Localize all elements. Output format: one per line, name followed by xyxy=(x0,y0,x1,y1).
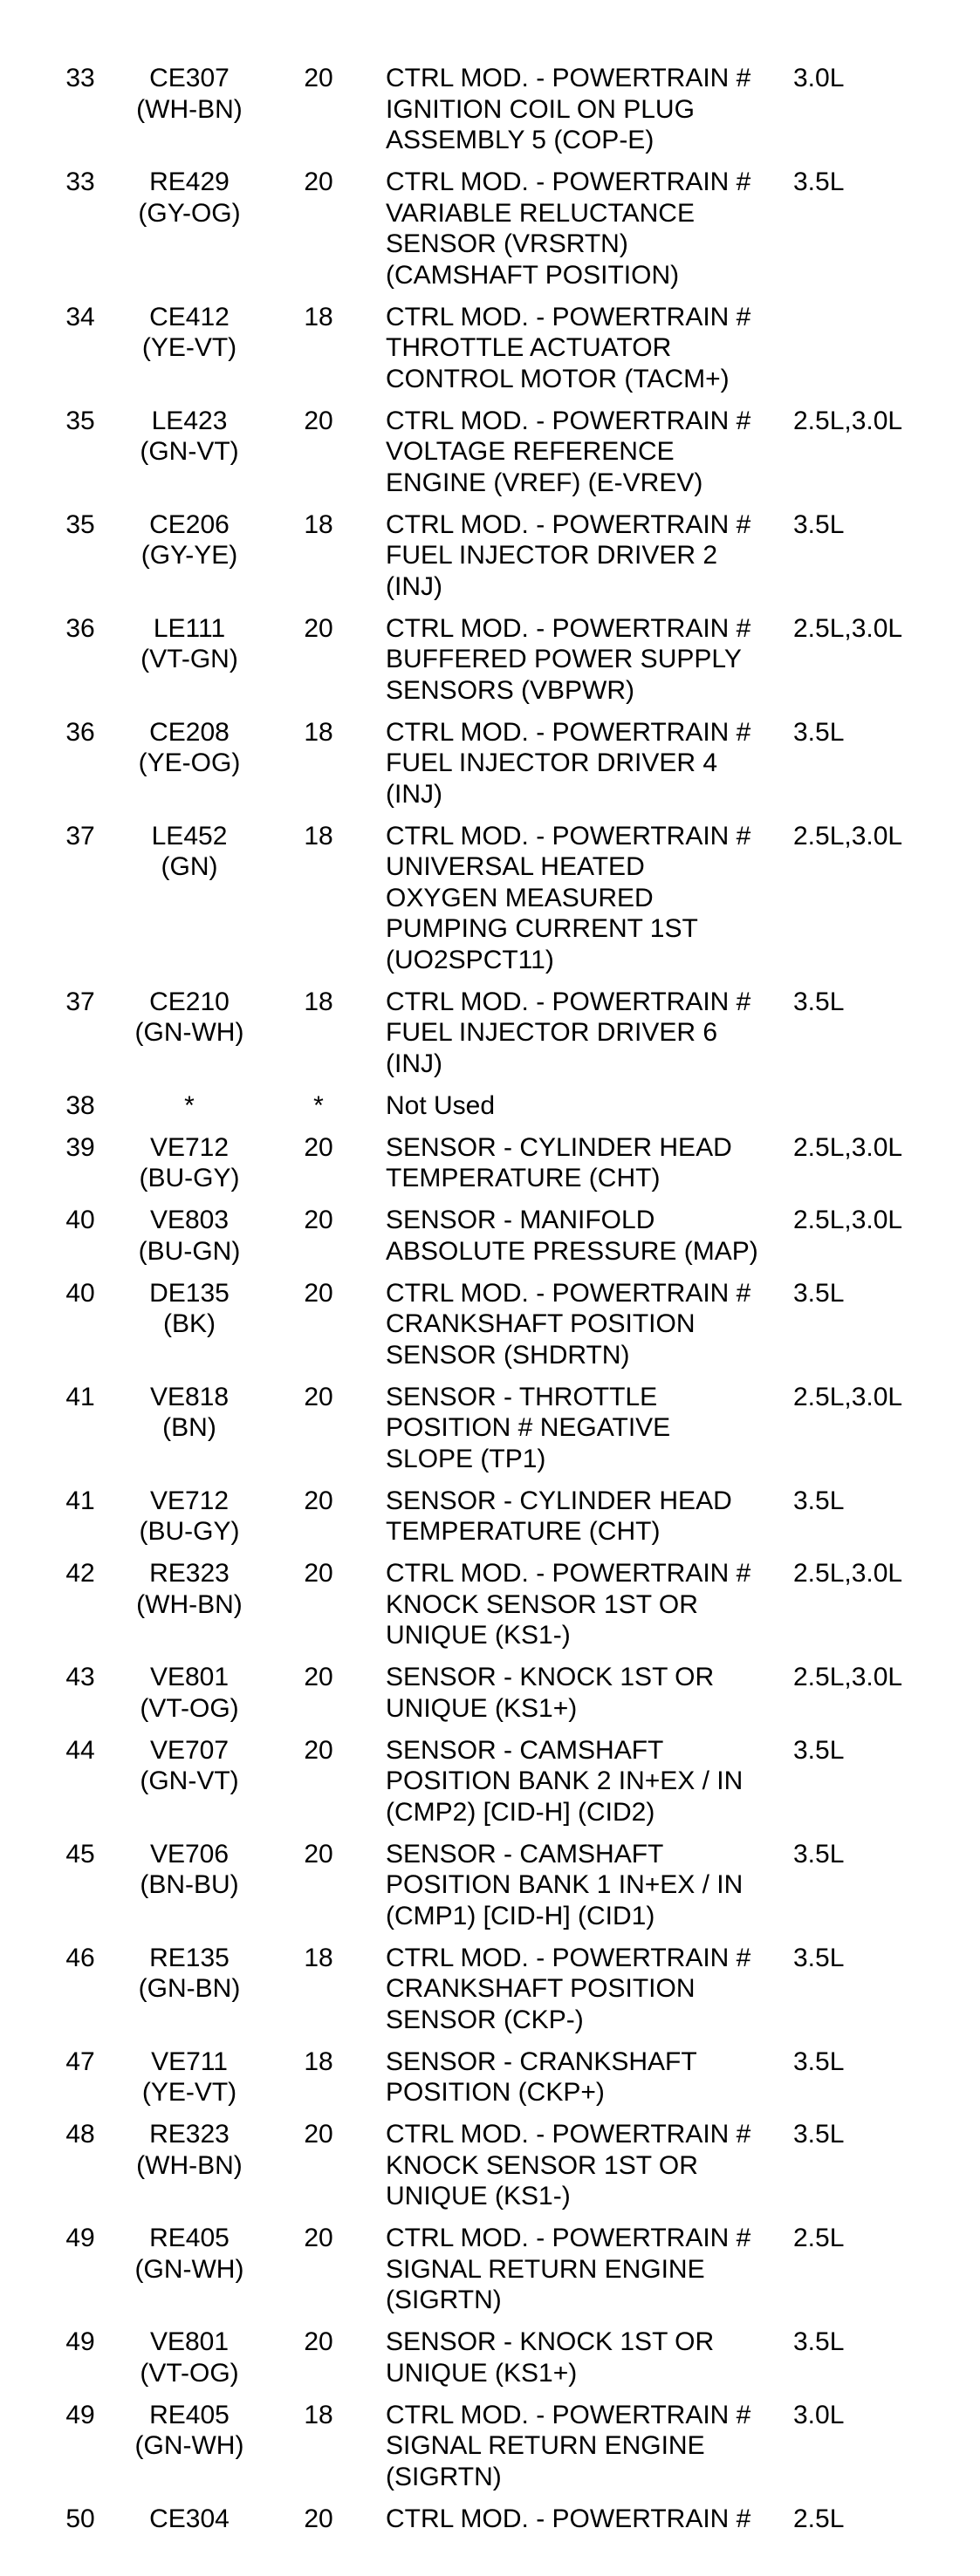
wire-gauge: 20 xyxy=(304,2327,333,2356)
engine-applicability: 3.5L xyxy=(793,1839,845,1869)
pin-number: 44 xyxy=(65,1735,95,1765)
engine-applicability: 2.5L,3.0L xyxy=(793,821,903,851)
pin-number: 33 xyxy=(65,64,95,92)
circuit-description: SENSOR - KNOCK 1ST OR UNIQUE (KS1+) xyxy=(386,1663,715,1723)
circuit-description: SENSOR - CAMSHAFT POSITION BANK 2 IN+EX / IN (CMP2) [CID-H] (CID2) xyxy=(386,1735,744,1827)
circuit-description: CTRL MOD. - POWERTRAIN # xyxy=(386,2504,751,2533)
engine-applicability: 3.5L xyxy=(793,2120,845,2149)
circuit-description: Not Used xyxy=(386,1090,496,1120)
circuit-description: SENSOR - MANIFOLD ABSOLUTE PRESSURE (MAP) xyxy=(386,1206,758,1266)
engine-applicability: 3.5L xyxy=(793,1735,845,1765)
table-row xyxy=(0,1278,980,1382)
circuit-code: VE801 (VT-OG) xyxy=(140,2327,239,2388)
circuit-code: LE111 (VT-GN) xyxy=(140,613,238,673)
circuit-description: CTRL MOD. - POWERTRAIN # FUEL INJECTOR DRIVER 2 (INJ) xyxy=(386,509,751,601)
engine-applicability: 2.5L,3.0L xyxy=(793,406,903,435)
table-row xyxy=(0,1735,980,1839)
wire-gauge: 20 xyxy=(304,1735,333,1765)
circuit-code: CE412 (YE-VT) xyxy=(141,302,237,362)
circuit-description: CTRL MOD. - POWERTRAIN # VARIABLE RELUCTANCE SENSOR (VRSRTN) (CAMSHAFT POSITION) xyxy=(386,167,751,290)
pin-number: 35 xyxy=(65,509,95,539)
engine-applicability: 3.5L xyxy=(793,987,845,1016)
wire-gauge: 18 xyxy=(304,2400,333,2429)
pin-number: 35 xyxy=(65,406,95,435)
wire-gauge: 18 xyxy=(304,821,333,851)
circuit-description: SENSOR - KNOCK 1ST OR UNIQUE (KS1+) xyxy=(386,2327,715,2388)
engine-applicability: 3.5L xyxy=(793,2327,845,2356)
pin-number: 37 xyxy=(65,821,95,851)
wire-gauge: 20 xyxy=(304,1278,333,1308)
circuit-description: CTRL MOD. - POWERTRAIN # FUEL INJECTOR DRIVER 6 (INJ) xyxy=(386,987,751,1078)
table-row xyxy=(0,2223,980,2327)
circuit-code: RE405 (GN-WH) xyxy=(134,2400,244,2460)
engine-applicability: 3.5L xyxy=(793,2046,845,2076)
pin-number: 39 xyxy=(65,1132,95,1162)
table-row xyxy=(0,1486,980,1559)
circuit-code: CE210 (GN-WH) xyxy=(134,987,244,1047)
table-row xyxy=(0,613,980,717)
circuit-description: SENSOR - THROTTLE POSITION # NEGATIVE SLOPE (TP1) xyxy=(386,1382,671,1473)
circuit-description: SENSOR - CYLINDER HEAD TEMPERATURE (CHT) xyxy=(386,1132,732,1192)
circuit-code: CE208 (YE-OG) xyxy=(138,717,241,777)
pin-number: 49 xyxy=(65,2327,95,2356)
pin-number: 49 xyxy=(65,2224,95,2252)
circuit-description: CTRL MOD. - POWERTRAIN # UNIVERSAL HEATED OXYGEN MEASURED PUMPING CURRENT 1ST (UO2SPCT11) xyxy=(386,821,751,974)
circuit-code: RE405 (GN-WH) xyxy=(134,2224,244,2284)
engine-applicability: 3.5L xyxy=(793,1278,845,1308)
wire-gauge: 20 xyxy=(304,1382,333,1411)
circuit-code: RE135 (GN-BN) xyxy=(138,1943,241,2003)
engine-applicability: 3.5L xyxy=(793,717,845,747)
table-row xyxy=(0,1090,980,1132)
circuit-code: RE429 (GY-OG) xyxy=(138,167,241,228)
circuit-description: SENSOR - CRANKSHAFT POSITION (CKP+) xyxy=(386,2046,697,2107)
wire-gauge: 20 xyxy=(304,2120,333,2149)
pin-number: 38 xyxy=(65,1090,95,1120)
table-row xyxy=(0,821,980,987)
wire-gauge: 18 xyxy=(304,509,333,539)
wire-gauge: 20 xyxy=(304,1486,333,1515)
engine-applicability: 2.5L,3.0L xyxy=(793,1382,903,1411)
circuit-code: VE712 (BU-GY) xyxy=(139,1132,240,1192)
table-row xyxy=(0,1839,980,1943)
circuit-code: RE323 (WH-BN) xyxy=(136,1559,243,1619)
pin-number: 49 xyxy=(65,2400,95,2429)
circuit-code: VE801 (VT-OG) xyxy=(140,1663,239,1723)
circuit-description: CTRL MOD. - POWERTRAIN # BUFFERED POWER SUPPLY SENSORS (VBPWR) xyxy=(386,613,751,705)
table-row xyxy=(0,1382,980,1486)
table-row xyxy=(0,2119,980,2223)
wire-gauge: * xyxy=(313,1090,324,1120)
pin-number: 47 xyxy=(65,2046,95,2076)
pin-number: 48 xyxy=(65,2120,95,2149)
wire-gauge: 20 xyxy=(304,406,333,435)
circuit-description: CTRL MOD. - POWERTRAIN # SIGNAL RETURN ENGINE (SIGRTN) xyxy=(386,2224,751,2314)
circuit-description: CTRL MOD. - POWERTRAIN # KNOCK SENSOR 1ST OR UNIQUE (KS1-) xyxy=(386,2120,751,2210)
wire-gauge: 20 xyxy=(304,1132,333,1162)
circuit-code: CE206 (GY-YE) xyxy=(140,509,238,570)
engine-applicability: 3.5L xyxy=(793,509,845,539)
wire-gauge: 20 xyxy=(304,1839,333,1869)
circuit-code: CE307 (WH-BN) xyxy=(136,64,243,124)
pin-number: 37 xyxy=(65,987,95,1016)
wire-gauge: 20 xyxy=(304,64,333,92)
pin-number: 41 xyxy=(65,1382,95,1411)
circuit-description: CTRL MOD. - POWERTRAIN # THROTTLE ACTUATOR CONTROL MOTOR (TACM+) xyxy=(386,302,751,393)
pin-number: 42 xyxy=(65,1559,95,1588)
table-row xyxy=(0,509,980,613)
circuit-code: VE803 (BU-GN) xyxy=(138,1206,241,1266)
engine-applicability: 3.5L xyxy=(793,167,845,196)
wire-gauge: 20 xyxy=(304,2504,333,2533)
table-row xyxy=(0,2046,980,2120)
engine-applicability: 2.5L,3.0L xyxy=(793,1206,903,1234)
circuit-code: VE818 (BN) xyxy=(149,1382,230,1442)
circuit-code: CE304 xyxy=(149,2504,230,2533)
circuit-code: LE452 (GN) xyxy=(151,821,228,881)
pin-number: 45 xyxy=(65,1839,95,1869)
table-row xyxy=(0,2504,980,2545)
engine-applicability: 2.5L,3.0L xyxy=(793,1559,903,1588)
engine-applicability: 2.5L,3.0L xyxy=(793,1132,903,1162)
engine-applicability: 3.0L xyxy=(793,2400,845,2429)
circuit-description: CTRL MOD. - POWERTRAIN # IGNITION COIL ON PLUG ASSEMBLY 5 (COP-E) xyxy=(386,64,751,154)
engine-applicability: 2.5L,3.0L xyxy=(793,613,903,643)
circuit-description: CTRL MOD. - POWERTRAIN # FUEL INJECTOR DRIVER 4 (INJ) xyxy=(386,717,751,809)
circuit-description: CTRL MOD. - POWERTRAIN # SIGNAL RETURN ENGINE (SIGRTN) xyxy=(386,2400,751,2491)
circuit-code: LE423 (GN-VT) xyxy=(140,406,239,466)
pin-number: 34 xyxy=(65,302,95,331)
circuit-description: CTRL MOD. - POWERTRAIN # CRANKSHAFT POSITION SENSOR (CKP-) xyxy=(386,1943,751,2034)
wire-gauge: 20 xyxy=(304,1206,333,1234)
engine-applicability: 3.5L xyxy=(793,1943,845,1972)
pin-number: 40 xyxy=(65,1206,95,1234)
table-row xyxy=(0,63,980,167)
pin-number: 40 xyxy=(65,1278,95,1308)
engine-applicability: 2.5L xyxy=(793,2504,845,2533)
wire-gauge: 18 xyxy=(304,2046,333,2076)
wire-gauge: 20 xyxy=(304,1559,333,1588)
pin-number: 33 xyxy=(65,167,95,196)
wire-gauge: 20 xyxy=(304,2224,333,2252)
table-row xyxy=(0,2327,980,2400)
table-row xyxy=(0,406,980,509)
pin-number: 36 xyxy=(65,717,95,747)
table-row xyxy=(0,1558,980,1662)
engine-applicability: 2.5L,3.0L xyxy=(793,1663,903,1691)
circuit-code: VE711 (YE-VT) xyxy=(141,2046,237,2107)
table-row xyxy=(0,302,980,406)
table-row xyxy=(0,1943,980,2046)
pin-number: 46 xyxy=(65,1943,95,1972)
table-row xyxy=(0,987,980,1090)
wire-gauge: 18 xyxy=(304,717,333,747)
circuit-description: SENSOR - CYLINDER HEAD TEMPERATURE (CHT) xyxy=(386,1486,732,1546)
table-row xyxy=(0,167,980,302)
engine-applicability: 2.5L xyxy=(793,2224,845,2252)
table-row xyxy=(0,1662,980,1735)
pin-number: 41 xyxy=(65,1486,95,1515)
wire-gauge: 18 xyxy=(304,987,333,1016)
circuit-description: CTRL MOD. - POWERTRAIN # KNOCK SENSOR 1ST OR UNIQUE (KS1-) xyxy=(386,1559,751,1650)
wire-gauge: 18 xyxy=(304,1943,333,1972)
circuit-description: CTRL MOD. - POWERTRAIN # CRANKSHAFT POSITION SENSOR (SHDRTN) xyxy=(386,1278,751,1370)
wire-gauge: 20 xyxy=(304,613,333,643)
circuit-description: CTRL MOD. - POWERTRAIN # VOLTAGE REFERENCE ENGINE (VREF) (E-VREV) xyxy=(386,406,751,497)
table-row xyxy=(0,2400,980,2504)
table-row xyxy=(0,1132,980,1206)
pin-number: 36 xyxy=(65,613,95,643)
pin-number: 50 xyxy=(65,2504,95,2533)
circuit-code: * xyxy=(184,1090,195,1120)
circuit-description: SENSOR - CAMSHAFT POSITION BANK 1 IN+EX / IN (CMP1) [CID-H] (CID1) xyxy=(386,1839,744,1930)
circuit-code: DE135 (BK) xyxy=(149,1278,230,1338)
engine-applicability: 3.5L xyxy=(793,1486,845,1515)
wire-gauge: 20 xyxy=(304,1663,333,1691)
circuit-code: VE707 (GN-VT) xyxy=(140,1735,239,1795)
circuit-code: VE706 (BN-BU) xyxy=(140,1839,239,1899)
wire-gauge: 18 xyxy=(304,302,333,331)
pin-number: 43 xyxy=(65,1663,95,1691)
wire-gauge: 20 xyxy=(304,167,333,196)
table-row xyxy=(0,1205,980,1278)
table-row xyxy=(0,717,980,821)
engine-applicability: 3.0L xyxy=(793,64,845,92)
circuit-code: VE712 (BU-GY) xyxy=(139,1486,240,1546)
circuit-code: RE323 (WH-BN) xyxy=(136,2120,243,2180)
